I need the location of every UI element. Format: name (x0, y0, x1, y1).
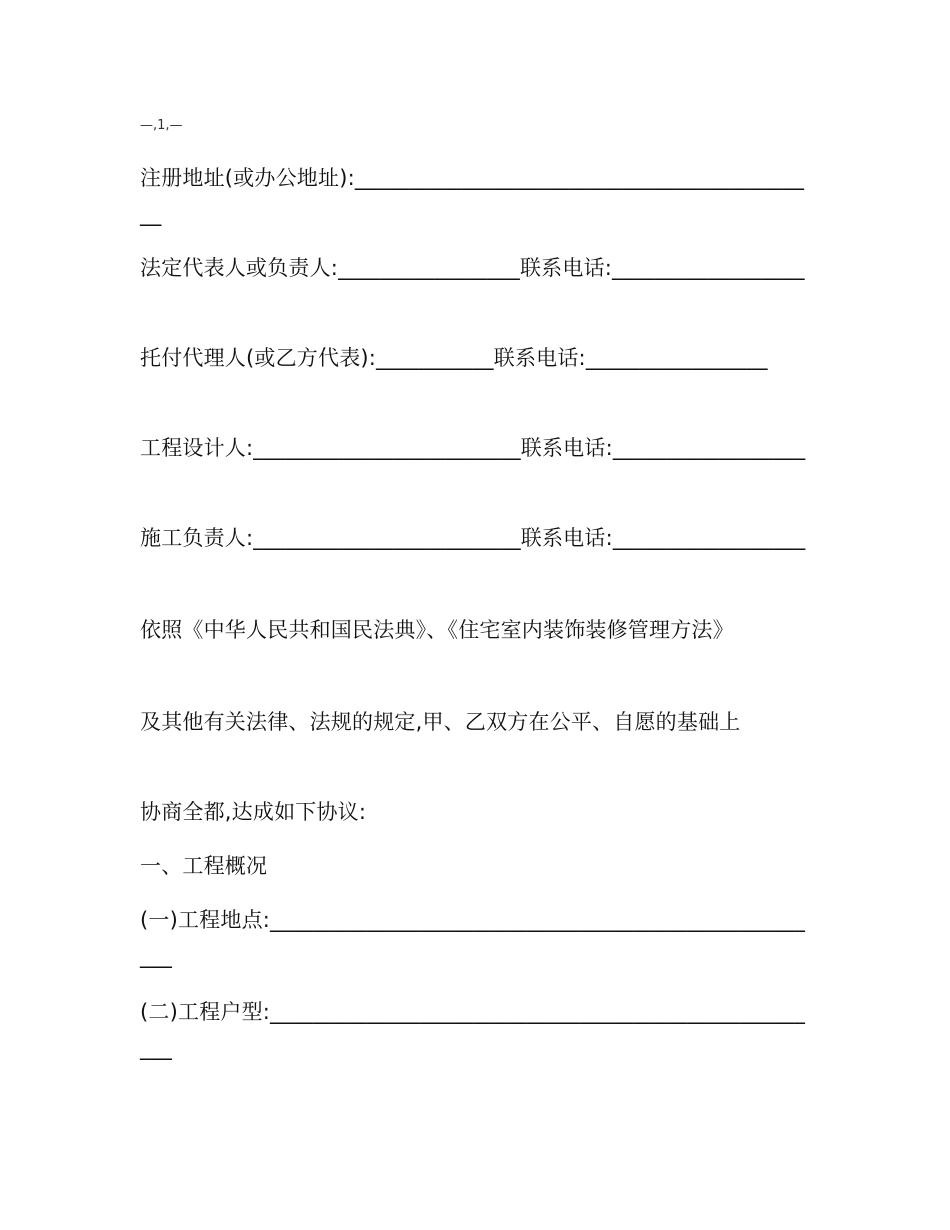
legal-representative-line: 法定代表人或负责人:_________________联系电话:__________________ (140, 256, 805, 280)
section-heading-project-overview: 一、工程概况 (140, 854, 268, 878)
agreement-intro-paragraph: 协商全都,达成如下协议: (140, 800, 367, 824)
legal-basis-continued-paragraph: 及其他有关法律、法规的规定,甲、乙双方在公平、自愿的基础上 (140, 710, 741, 734)
page-number-marker: —,1,— (140, 118, 183, 133)
project-unit-type-line: (二)工程户型:_____________________________________________________ (140, 1000, 806, 1060)
agent-line: 托付代理人(或乙方代表):___________联系电话:_________________ (140, 346, 768, 370)
legal-basis-paragraph: 依照《中华人民共和国民法典》、《住宅室内装饰装修管理方法》 (140, 618, 734, 642)
construction-lead-line: 施工负责人:_________________________联系电话:__________________ (140, 526, 806, 550)
project-location-line: (一)工程地点:_____________________________________________________ (140, 908, 806, 968)
designer-line: 工程设计人:_________________________联系电话:__________________ (140, 436, 806, 460)
registered-address-line: 注册地址(或办公地址):____________________________________________ (140, 166, 805, 226)
